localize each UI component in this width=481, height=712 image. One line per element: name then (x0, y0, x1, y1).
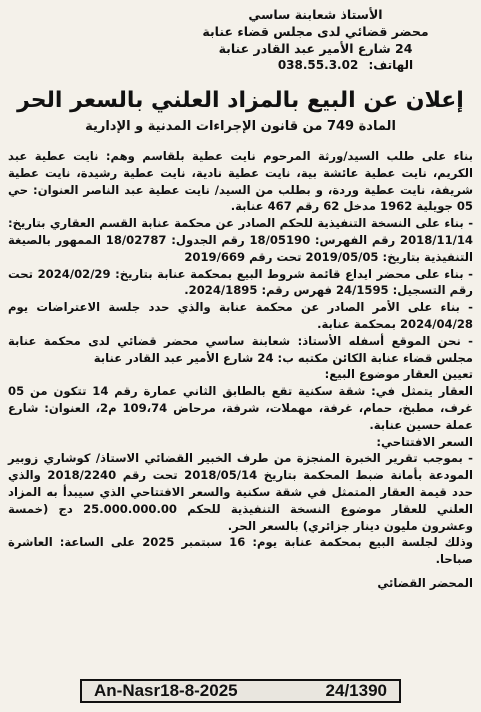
body-paragraph-bailiff: - نحن الموقع أسفله الأستاذ: شعابنة ساسي محضر قضائي لدى محكمة عنابة مجلس قضاء عنابة الكائن مكتبه ب: 24 شارع الأمير عبد القادر عنابة (8, 333, 473, 365)
body-paragraph-conditions: - بناء على محضر ايداع قائمة شروط البيع بمحكمة عنابة بتاريخ: 2024/02/29 تحت رقم التسجيل: 24/1595 فهرس رقم: 2024/1895. (8, 266, 473, 298)
notice-title: إعلان عن البيع بالمزاد العلني بالسعر الحر (17, 88, 464, 113)
notice-number: 24/1390 (325, 681, 387, 700)
bailiff-phone (158, 57, 473, 74)
bailiff-header (8, 6, 473, 74)
body-paragraph-judgment: - بناء على النسخة التنفيذية للحكم الصادر عن محكمة عنابة القسم العقاري بتاريخ: 2018/11/14 رقم الفهرس: 18/05190 رقم الجدول: 18/02787 الممهور بالصيغة التنفيذية بتاريخ: 2019/05/05 تحت رقم 2019/669 (8, 216, 474, 264)
bailiff-title: محضر قضائي لدى مجلس قضاء عنابة (202, 24, 429, 39)
price-heading: السعر الافتتاحي: (376, 434, 473, 449)
notice-subtitle: المادة 749 من قانون الإجراءات المدنية و الإدارية (85, 119, 396, 134)
bailiff-address: 24 شارع الأمير عبد القادر عنابة (218, 41, 413, 56)
notice-body (8, 148, 473, 568)
bailiff-name: الأستاذ شعابنة ساسي (248, 7, 383, 22)
signature: المحضر القضائي (377, 575, 473, 590)
publication-footer (80, 679, 401, 703)
phone-number: 038.55.3.02 (277, 58, 359, 72)
property-heading: تعيين العقار موضوع البيع: (324, 367, 473, 382)
property-description: العقار يتمثل في: شقة سكنية تقع بالطابق الثاني عمارة رقم 14 تتكون من 05 غرف، مطبخ، حمام، غرفة، مهملات، شرفة، مرحاض 109،74 م2، العنوان: شارع عملة حسين عنابة. (8, 384, 474, 432)
body-paragraph-order: - بناء على الأمر الصادر عن محكمة عنابة والذي حدد جلسة الاعتراضات يوم 2024/04/28 بمحكمة عنابة. (8, 300, 473, 331)
phone-label: الهاتف: (368, 58, 414, 72)
body-paragraph-request: بناء على طلب السيد/ورثة المرحوم نايت عطية بلقاسم وهم: نايت عطية عبد الكريم، نايت عطية عائشة بية، نايت عطية نادية، نايت عطية رشيدة، نايت عطية شريفة، نايت عطية وردة، و بطلب من السيد/ نايت عطية عبد الناصر العنوان: حي 05 جويلية 1962 مدخل 62 رقم 467 عنابة. (8, 149, 473, 214)
auction-date: وذلك لجلسة البيع بمحكمة عنابة يوم: 16 سبتمبر 2025 على الساعة: العاشرة صباحا. (8, 535, 473, 567)
publication-date: An-Nasr18-8-2025 (94, 681, 238, 700)
price-description: - بموجب تقرير الخبرة المنجزة من طرف الخبير القضائي الاستاذ/ كوشاري زوبير المودعة بأمانة ضبط المحكمة بتاريخ 2018/05/14 تحت رقم 2018/2240 والذي حدد قيمة العقار المتمثل في شقة سكنية والسعر الافتتاحي الذي سيبدأ به المزاد العلني للعقار موضوع النسخة التنفيذية للحكم 25.000.000.00 دج (خمسة وعشرون مليون دينار جزائري) بالسعر الحر. (8, 451, 473, 533)
